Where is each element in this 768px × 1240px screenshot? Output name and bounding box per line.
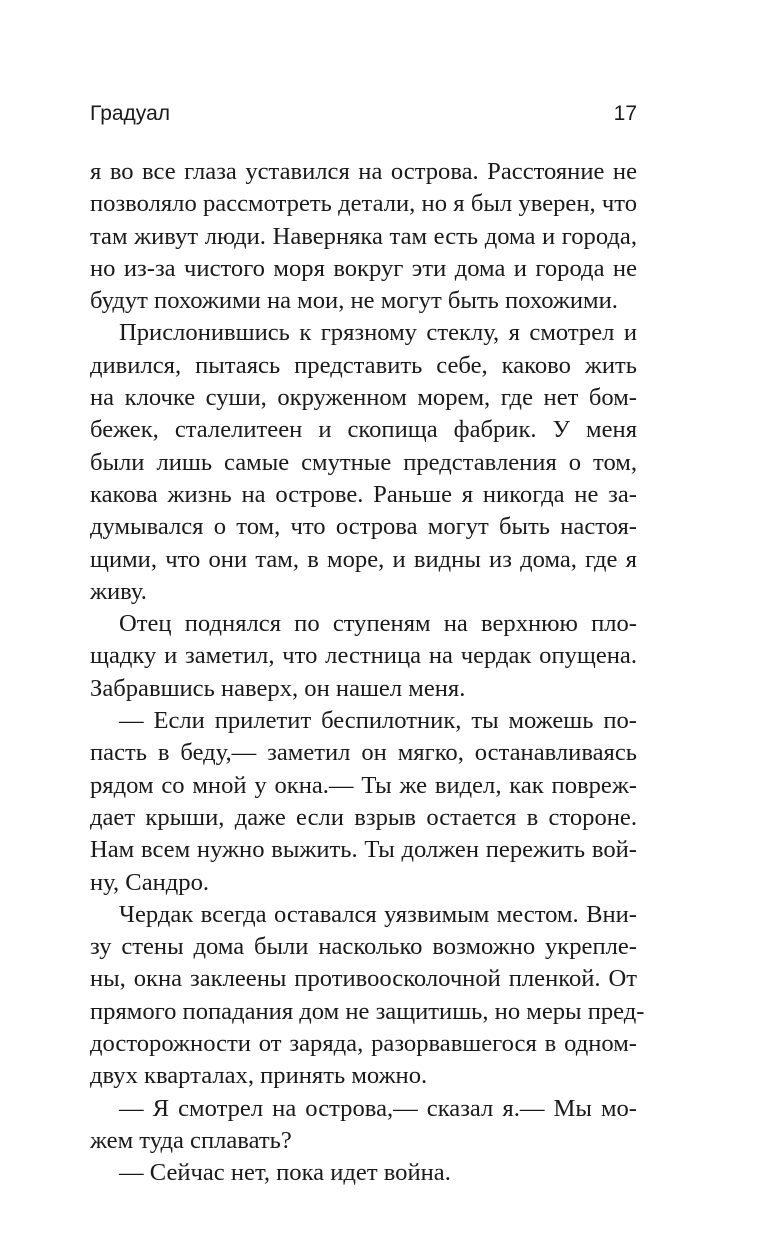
text-line: дает крыши, даже если взрыв остается в стороне.: [90, 803, 637, 831]
body-text: [90, 156, 645, 1190]
text-line: на клочке суши, окруженном морем, где нет бом-: [90, 384, 637, 412]
text-line: Чердак всегда оставался уязвимым местом. Вни-: [119, 900, 637, 928]
text-line: Прислонившись к грязному стеклу, я смотрел и: [119, 319, 637, 347]
text-line: ну, Сандро.: [90, 868, 210, 896]
running-title: Градуал: [90, 102, 171, 125]
text-line: были лишь самые смутные представления о том,: [90, 448, 637, 476]
text-line: позволяло рассмотреть детали, но я был уверен, что: [90, 190, 637, 218]
text-line: двух кварталах, принять можно.: [90, 1062, 428, 1090]
text-line: живу.: [90, 577, 147, 605]
text-line: досторожности от заряда, разорвавшегося в одном-: [90, 1030, 637, 1058]
text-line: дивился, пытаясь представить себе, каково жить: [90, 351, 637, 379]
text-line: рядом со мной у окна.— Ты же видел, как повреж-: [90, 771, 637, 799]
text-line: но из-за чистого моря вокруг эти дома и города не: [90, 254, 637, 282]
text-line: щадку и заметил, что лестница на чердак опущена.: [90, 642, 637, 670]
text-line: бежек, сталелитеен и скопища фабрик. У меня: [90, 416, 637, 444]
text-line: — Я смотрел на острова,— сказал я.— Мы мо-: [119, 1094, 637, 1122]
text-line: какова жизнь на острове. Раньше я никогда не за-: [90, 480, 637, 508]
text-line: Отец поднялся по ступеням на верхнюю пло-: [119, 610, 637, 638]
text-line: будут похожими на мои, не могут быть похожими.: [90, 287, 618, 315]
text-line: думывался о том, что острова могут быть настоя-: [90, 513, 637, 541]
text-line: щими, что они там, в море, и видны из дома, где я: [90, 545, 637, 573]
text-line: Забравшись наверх, он нашел меня.: [90, 674, 466, 702]
text-line: ны, окна заклеены противоосколочной пленкой. От: [90, 965, 637, 993]
text-line: я во все глаза уставился на острова. Расстояние не: [90, 158, 637, 185]
text-line: Нам всем нужно выжить. Ты должен пережить вой-: [90, 836, 637, 864]
text-line: там живут люди. Наверняка там есть дома и города,: [90, 222, 637, 250]
text-line: жем туда сплавать?: [90, 1126, 292, 1154]
text-line: прямого попадания дом не защитишь, но меры пред-: [90, 997, 645, 1025]
text-line: пасть в беду,— заметил он мягко, останавливаясь: [90, 739, 637, 767]
page-number: 17: [613, 102, 637, 125]
text-line: зу стены дома были насколько возможно укрепле-: [90, 933, 637, 961]
text-line: — Сейчас нет, пока идет война.: [119, 1159, 451, 1187]
text-line: — Если прилетит беспилотник, ты можешь по-: [119, 707, 637, 735]
